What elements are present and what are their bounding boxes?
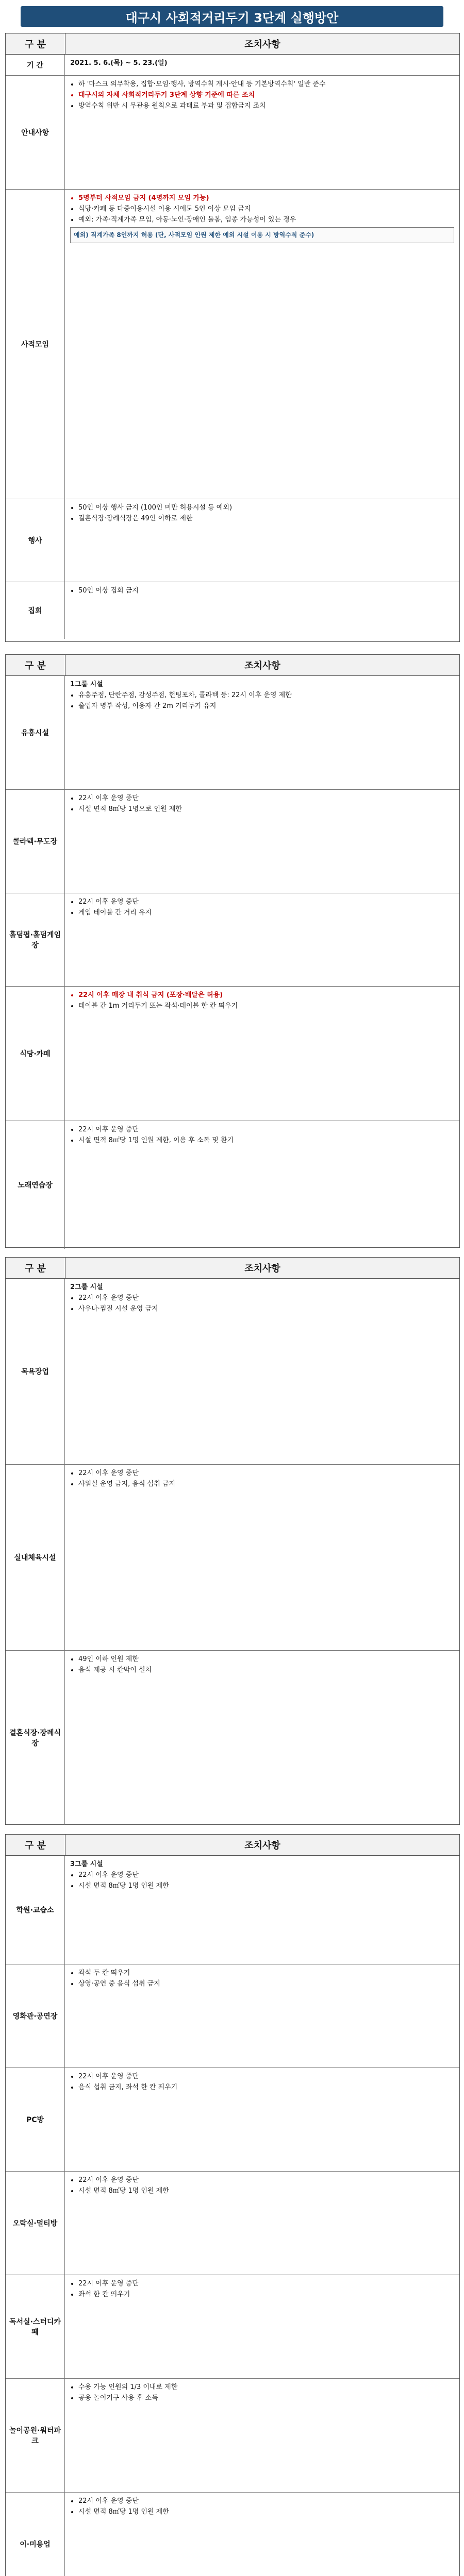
header-col-measures: 조치사항 xyxy=(244,1263,280,1274)
period-row xyxy=(6,55,459,76)
facility-line: • 시설 면적 8㎡당 1명으로 인원 제한 xyxy=(78,805,454,815)
section-row xyxy=(6,582,459,639)
facility-line: • 좌석 두 칸 띄우기 xyxy=(78,1969,454,1978)
section-line: • 예외: 가족·직계가족 모임, 아동·노인·장애인 돌봄, 임종 가능성이 있는 경우 xyxy=(78,215,454,225)
facility-line: • 시설 면적 8㎡당 1명 인원 제한 xyxy=(78,1882,454,1891)
section-line: • 5명부터 사적모임 금지 (4명까지 모임 가능) xyxy=(78,194,454,204)
facility-line: • 유흥주점, 단란주점, 감성주점, 헌팅포차, 콜라텍 등: 22시 이후 운영 제한 xyxy=(78,691,454,701)
facility-row xyxy=(6,1651,459,1825)
header-col-measures: 조치사항 xyxy=(244,660,280,671)
facility-line: • 시설 면적 8㎡당 1명 인원 제한, 이용 후 소독 및 환기 xyxy=(78,1136,454,1146)
facility-row xyxy=(6,893,459,987)
section-line: • 식당·카페 등 다중이용시설 이용 시에도 5인 이상 모임 금지 xyxy=(78,205,454,214)
facility-content xyxy=(65,790,459,893)
facility-block-2 xyxy=(5,1257,460,1825)
facility-label: PC방 xyxy=(6,2068,65,2171)
facility-label: 놀이공원·워터파크 xyxy=(6,2379,65,2492)
document-title: 대구시 사회적거리두기 3단계 실행방안 xyxy=(21,6,443,27)
facility-line: • 시설 면적 8㎡당 1명 인원 제한 xyxy=(78,2187,454,2196)
section-general xyxy=(5,33,460,642)
facility-content xyxy=(65,676,459,789)
facility-label: 콜라텍·무도장 xyxy=(6,790,65,893)
facility-content xyxy=(65,1651,459,1825)
header-col-category: 구 분 xyxy=(6,33,65,54)
facility-line: • 22시 이후 운영 중단 xyxy=(78,2279,454,2289)
facility-row xyxy=(6,2493,459,2576)
section-content xyxy=(65,499,459,582)
facility-group: 3그룹 시설 xyxy=(70,1860,103,1868)
facility-label: 목욕장업 xyxy=(6,1279,65,1464)
section-content xyxy=(65,582,459,639)
period-label: 기 간 xyxy=(6,55,65,75)
facility-label: 결혼식장·장례식장 xyxy=(6,1651,65,1825)
facility-label: 오락실·멀티방 xyxy=(6,2172,65,2275)
header-col-category: 구 분 xyxy=(6,1258,65,1278)
facility-content xyxy=(65,1964,459,2067)
facility-content xyxy=(65,1121,459,1249)
section-line: • 방역수칙 위반 시 무관용 원칙으로 과태료 부과 및 집합금지 조치 xyxy=(78,101,454,111)
facility-content xyxy=(65,2275,459,2378)
section-row xyxy=(6,76,459,190)
facility-content xyxy=(65,893,459,986)
facility-block-1 xyxy=(5,654,460,1248)
table-header xyxy=(6,1258,459,1279)
facility-line: • 상영·공연 중 음식 섭취 금지 xyxy=(78,1979,454,1989)
facility-label: 실내체육시설 xyxy=(6,1465,65,1650)
facility-line: • 22시 이후 운영 중단 xyxy=(78,1469,454,1479)
table-header xyxy=(6,655,459,676)
facility-line: • 음식 제공 시 칸막이 설치 xyxy=(78,1666,454,1675)
facility-label: 독서실·스터디카페 xyxy=(6,2275,65,2378)
header-col-measures: 조치사항 xyxy=(244,39,280,50)
section-line: • 50인 이상 집회 금지 xyxy=(78,586,454,596)
section-row xyxy=(6,190,459,499)
section-line: • 하 '마스크 의무착용, 집합·모임·행사, 방역수칙 게시·안내 등 기본방역수칙' 일반 준수 xyxy=(78,80,454,90)
facility-line: • 22시 이후 운영 중단 xyxy=(78,2497,454,2506)
section-content xyxy=(65,190,459,499)
section-label: 사적모임 xyxy=(6,190,65,499)
facility-label: 이·미용업 xyxy=(6,2493,65,2576)
facility-row xyxy=(6,790,459,893)
facility-line: • 게임 테이블 간 거리 유지 xyxy=(78,908,454,918)
facility-line: • 22시 이후 운영 중단 xyxy=(78,1294,454,1303)
facility-line: • 22시 이후 운영 중단 xyxy=(78,794,454,804)
facility-row xyxy=(6,2068,459,2172)
facility-row xyxy=(6,676,459,790)
header-col-category: 구 분 xyxy=(6,655,65,675)
facility-line: • 22시 이후 운영 중단 xyxy=(78,2176,454,2185)
header-col-measures: 조치사항 xyxy=(244,1840,280,1851)
facility-line: • 공용 놀이기구 사용 후 소독 xyxy=(78,2394,454,2403)
facility-line: • 22시 이후 운영 중단 xyxy=(78,897,454,907)
facility-label: 영화관·공연장 xyxy=(6,1964,65,2067)
facility-content xyxy=(65,1465,459,1650)
facility-line: • 음식 섭취 금지, 좌석 한 칸 띄우기 xyxy=(78,2083,454,2093)
facility-line: • 출입자 명부 작성, 이용자 간 2m 거리두기 유지 xyxy=(78,702,454,711)
facility-row xyxy=(6,2275,459,2379)
facility-line: • 좌석 한 칸 띄우기 xyxy=(78,2290,454,2300)
facility-row xyxy=(6,1856,459,1964)
facility-line: • 수용 가능 인원의 1/3 이내로 제한 xyxy=(78,2383,454,2393)
facility-label: 노래연습장 xyxy=(6,1121,65,1249)
section-line: • 결혼식장·장례식장은 49인 이하로 제한 xyxy=(78,514,454,524)
section-row xyxy=(6,499,459,582)
facility-line: • 22시 이후 운영 중단 xyxy=(78,2072,454,2082)
facility-label: 유흥시설 xyxy=(6,676,65,789)
period-value: 2021. 5. 6.(목) ~ 5. 23.(일) xyxy=(70,59,168,67)
facility-row xyxy=(6,1465,459,1651)
facility-row xyxy=(6,987,459,1121)
facility-content xyxy=(65,2379,459,2492)
facility-line: • 시설 면적 8㎡당 1명 인원 제한 xyxy=(78,2507,454,2517)
table-header xyxy=(6,33,459,55)
facility-content xyxy=(65,2493,459,2576)
facility-content xyxy=(65,2068,459,2171)
facility-line: • 22시 이후 운영 중단 xyxy=(78,1125,454,1135)
section-label: 집회 xyxy=(6,582,65,639)
facility-content xyxy=(65,2172,459,2275)
facility-row xyxy=(6,2379,459,2493)
facility-content xyxy=(65,1856,459,1964)
facility-label: 식당·카페 xyxy=(6,987,65,1121)
facility-row xyxy=(6,1964,459,2068)
facility-block-3 xyxy=(5,1834,460,2576)
header-col-category: 구 분 xyxy=(6,1835,65,1855)
section-label: 행사 xyxy=(6,499,65,582)
section-content xyxy=(65,76,459,189)
section-label: 안내사항 xyxy=(6,76,65,189)
facility-line: • 22시 이후 운영 중단 xyxy=(78,1871,454,1880)
facility-content xyxy=(65,1279,459,1464)
section-line: • 대구시의 자체 사회적거리두기 3단계 상향 기준에 따른 조치 xyxy=(78,91,454,100)
exception-box: 예외) 직계가족 8인까지 허용 (단, 사적모임 인원 제한 예외 시설 이용 시 방역수칙 준수) xyxy=(70,227,454,243)
table-header xyxy=(6,1835,459,1856)
section-line: • 50인 이상 행사 금지 (100인 미만 허용시설 등 예외) xyxy=(78,503,454,513)
facility-row xyxy=(6,1279,459,1465)
facility-row xyxy=(6,1121,459,1249)
facility-line: • 샤워실 운영 금지, 음식 섭취 금지 xyxy=(78,1480,454,1489)
facility-group: 2그룹 시설 xyxy=(70,1283,103,1291)
facility-label: 학원·교습소 xyxy=(6,1856,65,1964)
facility-label: 홀덤펍·홀덤게임장 xyxy=(6,893,65,986)
facility-content xyxy=(65,987,459,1121)
facility-row xyxy=(6,2172,459,2275)
facility-group: 1그룹 시설 xyxy=(70,681,103,688)
facility-line: • 테이블 간 1m 거리두기 또는 좌석·테이블 한 칸 띄우기 xyxy=(78,1002,454,1011)
facility-line: • 49인 이하 인원 제한 xyxy=(78,1655,454,1665)
facility-line: • 22시 이후 매장 내 취식 금지 (포장·배달은 허용) xyxy=(78,991,454,1001)
facility-line: • 사우나·찜질 시설 운영 금지 xyxy=(78,1304,454,1314)
